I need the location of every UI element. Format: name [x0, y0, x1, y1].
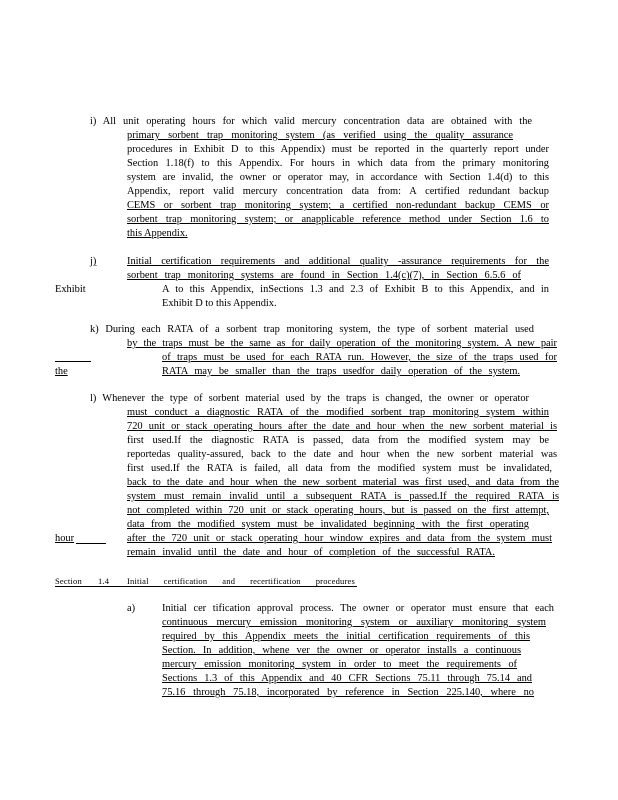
para-l-line-12: remain invalid until the date and hour of completion of the successful RATA. [127, 547, 495, 558]
section-heading-rule [55, 586, 357, 587]
section-number: 1.4 [98, 576, 110, 586]
para-a-line-6: Sections 1.3 of this Appendix and 40 CFR Sections 75.11 through 75.14 and [162, 673, 532, 684]
para-l-line-5: reportedas quality-assured, back to the date and hour when the new sorbent material was [127, 449, 557, 460]
para-l-line-3: 720 unit or stack operating hours after the date and hour when the new sorbent material is [127, 421, 557, 432]
para-l-line-1: l) Whenever the type of sorbent material used by the traps is changed, the owner or operator [90, 393, 529, 404]
para-l-line-10: data from the modified system must be invalidated beginning with the first operating [127, 519, 529, 530]
margin-rule [55, 361, 91, 362]
para-a-line-4: Section. In addition, whene ver the owner or operator installs a continuous [162, 645, 521, 656]
para-j-line-3: A to this Appendix, inSections 1.3 and 2.3 of Exhibit B to this Appendix, and in [162, 284, 549, 295]
para-a-label: a) [127, 603, 136, 614]
para-i-line-8: sorbent trap monitoring system; or anapplicable reference method under Section 1.6 to [127, 214, 549, 225]
para-i-line-3: procedures in Exhibit D to this Appendix) must be reported in the quarterly report under [127, 144, 549, 155]
margin-word-hour: hour [55, 533, 75, 544]
para-a-line-7: 75.16 through 75.18, incorporated by reference in Section 225.140, where no [162, 687, 534, 698]
para-i-line-4: Section 1.18(f) to this Appendix. For hours in which data from the primary monitoring [127, 158, 549, 169]
para-a-line-2: continuous mercury emission monitoring system or auxiliary monitoring system [162, 617, 546, 628]
para-i-line-6: Appendix, report valid mercury concentration data from: A certified redundant backup [127, 186, 549, 197]
para-j-line-2: sorbent trap monitoring systems are found in Section 1.4(c)(7), in Section 6.5.6 of [127, 270, 521, 281]
para-l-line-9: not completed within 720 unit or stack operating hours, but is passed on the first attempt, [127, 505, 549, 516]
para-k-line-1: k) During each RATA of a sorbent trap monitoring system, the type of sorbent material used [90, 324, 534, 335]
para-a-line-1: Initial cer tification approval process. The owner or operator must ensure that each [162, 603, 554, 614]
para-i-line-2: primary sorbent trap monitoring system (as verified using the quality assurance [127, 130, 513, 141]
para-l-line-2: must conduct a diagnostic RATA of the modified sorbent trap monitoring system within [127, 407, 549, 418]
para-k-line-2: by the traps must be the same as for daily operation of the monitoring system. A new pair [127, 338, 557, 349]
para-j-label: j) [90, 256, 97, 267]
para-l-line-8: system must remain invalid until a subsequent RATA is passed.If the required RATA is [127, 491, 559, 502]
para-j-line-4: Exhibit D to this Appendix. [162, 298, 277, 309]
para-j-line-1: Initial certification requirements and additional quality -assurance requirements for the [127, 256, 549, 267]
section-label: Section [55, 576, 82, 586]
margin-rule [76, 543, 106, 544]
para-a-line-3: required by this Appendix meets the initial certification requirements of this [162, 631, 530, 642]
margin-word-the: the [55, 366, 68, 377]
margin-word-exhibit: Exhibit [55, 284, 86, 295]
para-i-line-7: CEMS or sorbent trap monitoring system; a certified non-redundant backup CEMS or [127, 200, 549, 211]
para-l-line-7: back to the date and hour when the new sorbent material was first used, and data from the [127, 477, 559, 488]
para-l-line-4: first used.If the diagnostic RATA is passed, data from the modified system may be [127, 435, 549, 446]
para-l-line-6: first used.If the RATA is failed, all data from the modified system must be invalidated, [127, 463, 552, 474]
para-a-line-5: mercury emission monitoring system in order to meet the requirements of [162, 659, 517, 670]
para-k-line-4: RATA may be smaller than the traps usedfor daily operation of the system. [162, 366, 520, 377]
para-l-line-11: after the 720 unit or stack operating hour window expires and data from the system must [127, 533, 552, 544]
para-k-line-3: of traps must be used for each RATA run. However, the size of the traps used for [162, 352, 557, 363]
para-i-line-5: system are invalid, the owner or operator may, in accordance with Section 1.4(d) to this [127, 172, 549, 183]
section-title: Initial certification and recertification procedures [127, 576, 355, 586]
para-i-line-9: this Appendix. [127, 228, 188, 239]
para-i-line-1: i) All unit operating hours for which valid mercury concentration data are obtained with the [90, 116, 532, 127]
